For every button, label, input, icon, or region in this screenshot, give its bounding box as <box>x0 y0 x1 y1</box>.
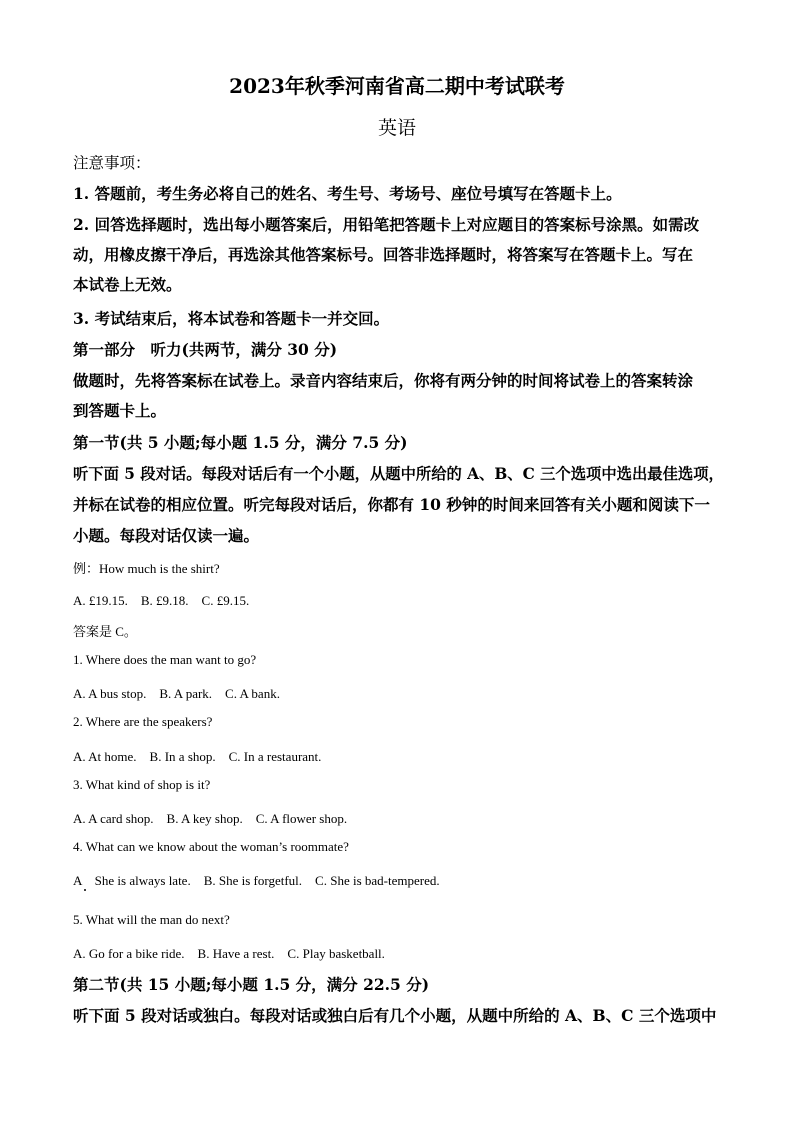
example-options: A. £19.15. B. £9.18. C. £9.15. <box>73 593 250 608</box>
exam-title: 2023年秋季河南省高二期中考试联考 <box>229 74 565 98</box>
part1-instruction-line-1: 做题时，先将答案标在试卷上。录音内容结束后，你将有两分钟的时间将试卷上的答案转涂 <box>73 371 694 390</box>
section1-instruction-line-2: 并标在试卷的相应位置。听完每段对话后，你都有 10 秒钟的时间来回答有关小题和阅读下一 <box>73 495 710 514</box>
example-answer: 答案是 C。 <box>73 624 137 639</box>
notice-heading: 注意事项： <box>73 154 151 172</box>
question-1: 1. Where does the man want to go? <box>73 652 257 667</box>
section1-instruction-line-1: 听下面 5 段对话。每段对话后有一个小题，从题中所给的 A、B、C 三个选项中选出最佳选项， <box>73 464 724 483</box>
section2-instruction-line-1: 听下面 5 段对话或独白。每段对话或独白后有几个小题，从题中所给的 A、B、C 三个选项中 <box>73 1006 717 1025</box>
question-2-options: A. At home. B. In a shop. C. In a restaurant. <box>73 749 322 764</box>
subject-title: 英语 <box>377 117 416 139</box>
question-4-options: A She is always late. B. She is forgetful. C. She is bad-tempered. <box>73 873 440 888</box>
notice-item-3: 3. 考试结束后，将本试卷和答题卡一并交回。 <box>73 309 390 328</box>
question-2: 2. Where are the speakers? <box>73 714 213 729</box>
stray-dot-mark <box>84 889 86 891</box>
question-3: 3. What kind of shop is it? <box>73 777 211 792</box>
question-5-options: A. Go for a bike ride. B. Have a rest. C. Play basketball. <box>73 946 385 961</box>
section1-instruction-line-3: 小题。每段对话仅读一遍。 <box>73 526 260 545</box>
part1-instruction-line-2: 到答题卡上。 <box>73 401 167 420</box>
notice-item-2-line-3: 本试卷上无效。 <box>73 275 182 294</box>
question-4: 4. What can we know about the woman’s roommate? <box>73 839 349 854</box>
example-question: 例：How much is the shirt? <box>73 561 220 576</box>
question-3-options: A. A card shop. B. A key shop. C. A flower shop. <box>73 811 348 826</box>
notice-item-2-line-1: 2. 回答选择题时，选出每小题答案后，用铅笔把答题卡上对应题目的答案标号涂黑。如需改 <box>73 215 700 234</box>
question-1-options: A. A bus stop. B. A park. C. A bank. <box>73 686 280 701</box>
notice-item-2-line-2: 动，用橡皮擦干净后，再选涂其他答案标号。回答非选择题时，将答案写在答题卡上。写在 <box>73 245 694 264</box>
section1-heading: 第一节(共 5 小题;每小题 1.5 分，满分 7.5 分) <box>73 433 408 452</box>
part1-heading: 第一部分 听力(共两节，满分 30 分) <box>73 340 338 359</box>
notice-item-1: 1. 答题前，考生务必将自己的姓名、考生号、考场号、座位号填写在答题卡上。 <box>73 184 622 203</box>
section2-heading: 第二节(共 15 小题;每小题 1.5 分，满分 22.5 分) <box>73 975 430 994</box>
question-5: 5. What will the man do next? <box>73 912 230 927</box>
